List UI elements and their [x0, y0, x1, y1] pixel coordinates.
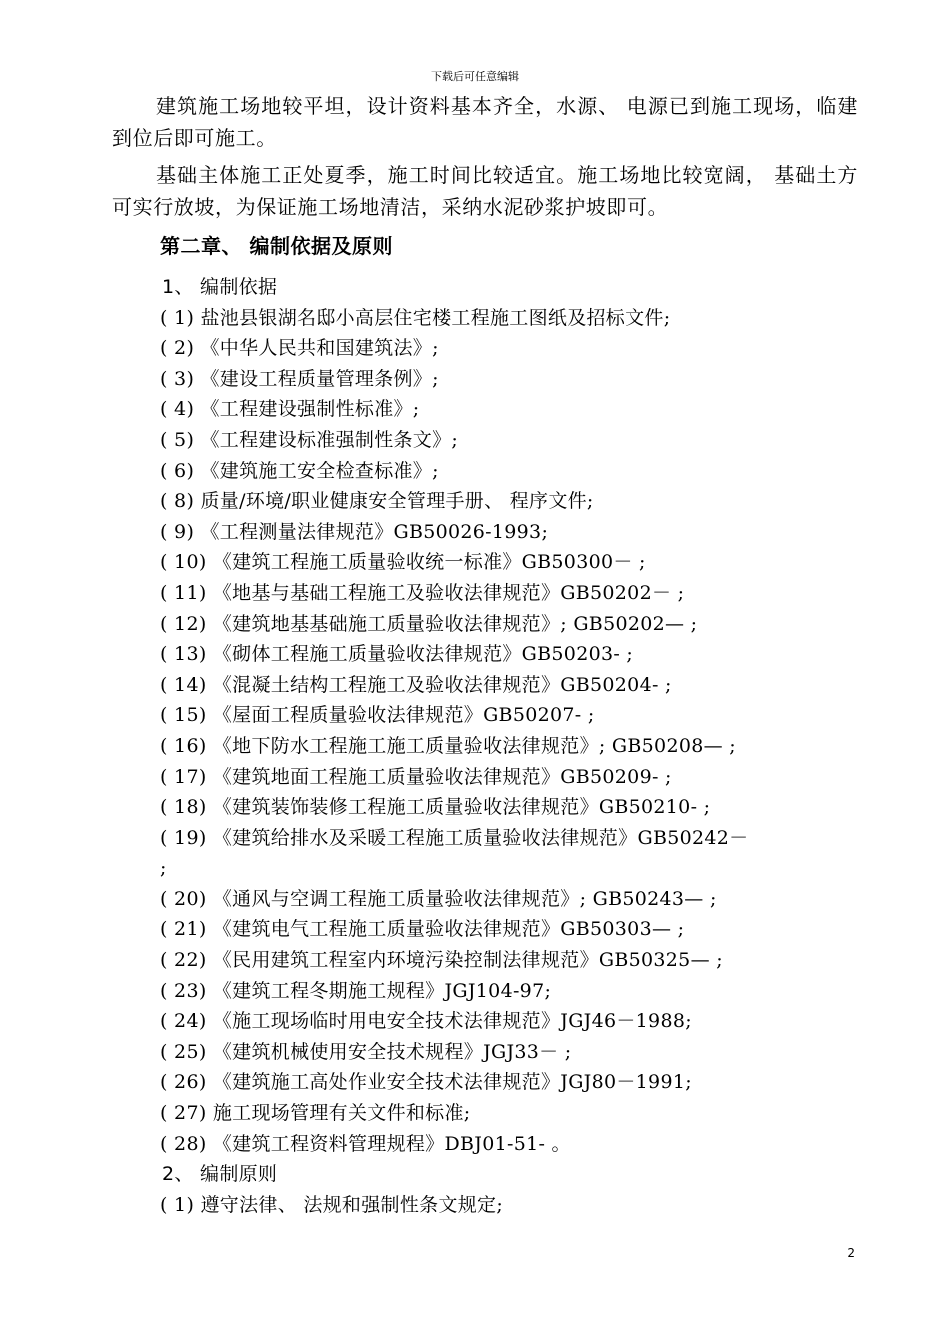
list-item: ( 2) 《中华人民共和国建筑法》; — [160, 337, 439, 360]
list-item: ( 1) 遵守法律、 法规和强制性条文规定; — [160, 1193, 504, 1216]
list-item: ( 3) 《建设工程质量管理条例》; — [160, 367, 439, 390]
list-item: ( 9) 《工程测量法律规范》GB50026-1993; — [160, 520, 549, 543]
list-item: ( 11) 《地基与基础工程施工及验收法律规范》GB50202－ ; — [160, 581, 685, 604]
list-item: ( 14) 《混凝土结构工程施工及验收法律规范》GB50204- ; — [160, 673, 672, 696]
list-item: ( 4) 《工程建设强制性标准》; — [160, 398, 420, 421]
list-item: ( 13) 《砌体工程施工质量验收法律规范》GB50203- ; — [160, 643, 634, 666]
list-item: ( 19) 《建筑给排水及采暖工程施工质量验收法律规范》GB50242－ — [160, 826, 749, 849]
basis-list — [160, 272, 880, 1220]
list-item: ( 18) 《建筑装饰装修工程施工质量验收法律规范》GB50210- ; — [160, 796, 711, 819]
list-item: ( 8) 质量/环境/职业健康安全管理手册、 程序文件; — [160, 490, 594, 513]
list-item: ( 12) 《建筑地基基础施工质量验收法律规范》; GB50202— ; — [160, 612, 698, 635]
list-item-continuation: ; — [160, 857, 167, 880]
list-item: ( 22) 《民用建筑工程室内环境污染控制法律规范》GB50325— ; — [160, 949, 723, 972]
list-item: ( 6) 《建筑施工安全检查标准》; — [160, 459, 439, 482]
list-item: ( 10) 《建筑工程施工质量验收统一标准》GB50300－ ; — [160, 551, 646, 574]
list-item: ( 23) 《建筑工程冬期施工规程》JGJ104-97; — [160, 979, 552, 1002]
section-heading-principles: 2、 编制原则 — [162, 1163, 278, 1186]
paragraph-site-conditions: 建筑施工场地较平坦，设计资料基本齐全，水源、 电源已到施工现场，临建到位后即可施工。 — [112, 94, 858, 150]
list-item: ( 1) 盐池县银湖名邸小高层住宅楼工程施工图纸及招标文件; — [160, 306, 671, 329]
list-item: ( 21) 《建筑电气工程施工质量验收法律规范》GB50303— ; — [160, 918, 685, 941]
list-item: ( 5) 《工程建设标准强制性条文》; — [160, 428, 459, 451]
chapter-title: 第二章、 编制依据及原则 — [160, 234, 393, 258]
list-item: ( 20) 《通风与空调工程施工质量验收法律规范》; GB50243— ; — [160, 887, 717, 910]
list-item: ( 25) 《建筑机械使用安全技术规程》JGJ33－ ; — [160, 1040, 572, 1063]
list-item: ( 24) 《施工现场临时用电安全技术法律规范》JGJ46－1988; — [160, 1010, 692, 1033]
page-number: 2 — [847, 1246, 855, 1260]
list-item: ( 28) 《建筑工程资料管理规程》DBJ01-51- 。 — [160, 1132, 571, 1155]
page-header: 下载后可任意编辑 — [431, 70, 519, 83]
list-item: ( 17) 《建筑地面工程施工质量验收法律规范》GB50209- ; — [160, 765, 672, 788]
section-heading-basis: 1、 编制依据 — [162, 276, 278, 298]
list-item: ( 15) 《屋面工程质量验收法律规范》GB50207- ; — [160, 704, 595, 727]
list-item: ( 16) 《地下防水工程施工施工质量验收法律规范》; GB50208— ; — [160, 734, 736, 757]
list-item: ( 26) 《建筑施工高处作业安全技术法律规范》JGJ80－1991; — [160, 1071, 692, 1094]
list-item: ( 27) 施工现场管理有关文件和标准; — [160, 1102, 471, 1125]
paragraph-season-conditions: 基础主体施工正处夏季，施工时间比较适宜。施工场地比较宽阔， 基础土方可实行放坡，为保证施工场地清洁，采纳水泥砂浆护坡即可。 — [112, 163, 858, 219]
